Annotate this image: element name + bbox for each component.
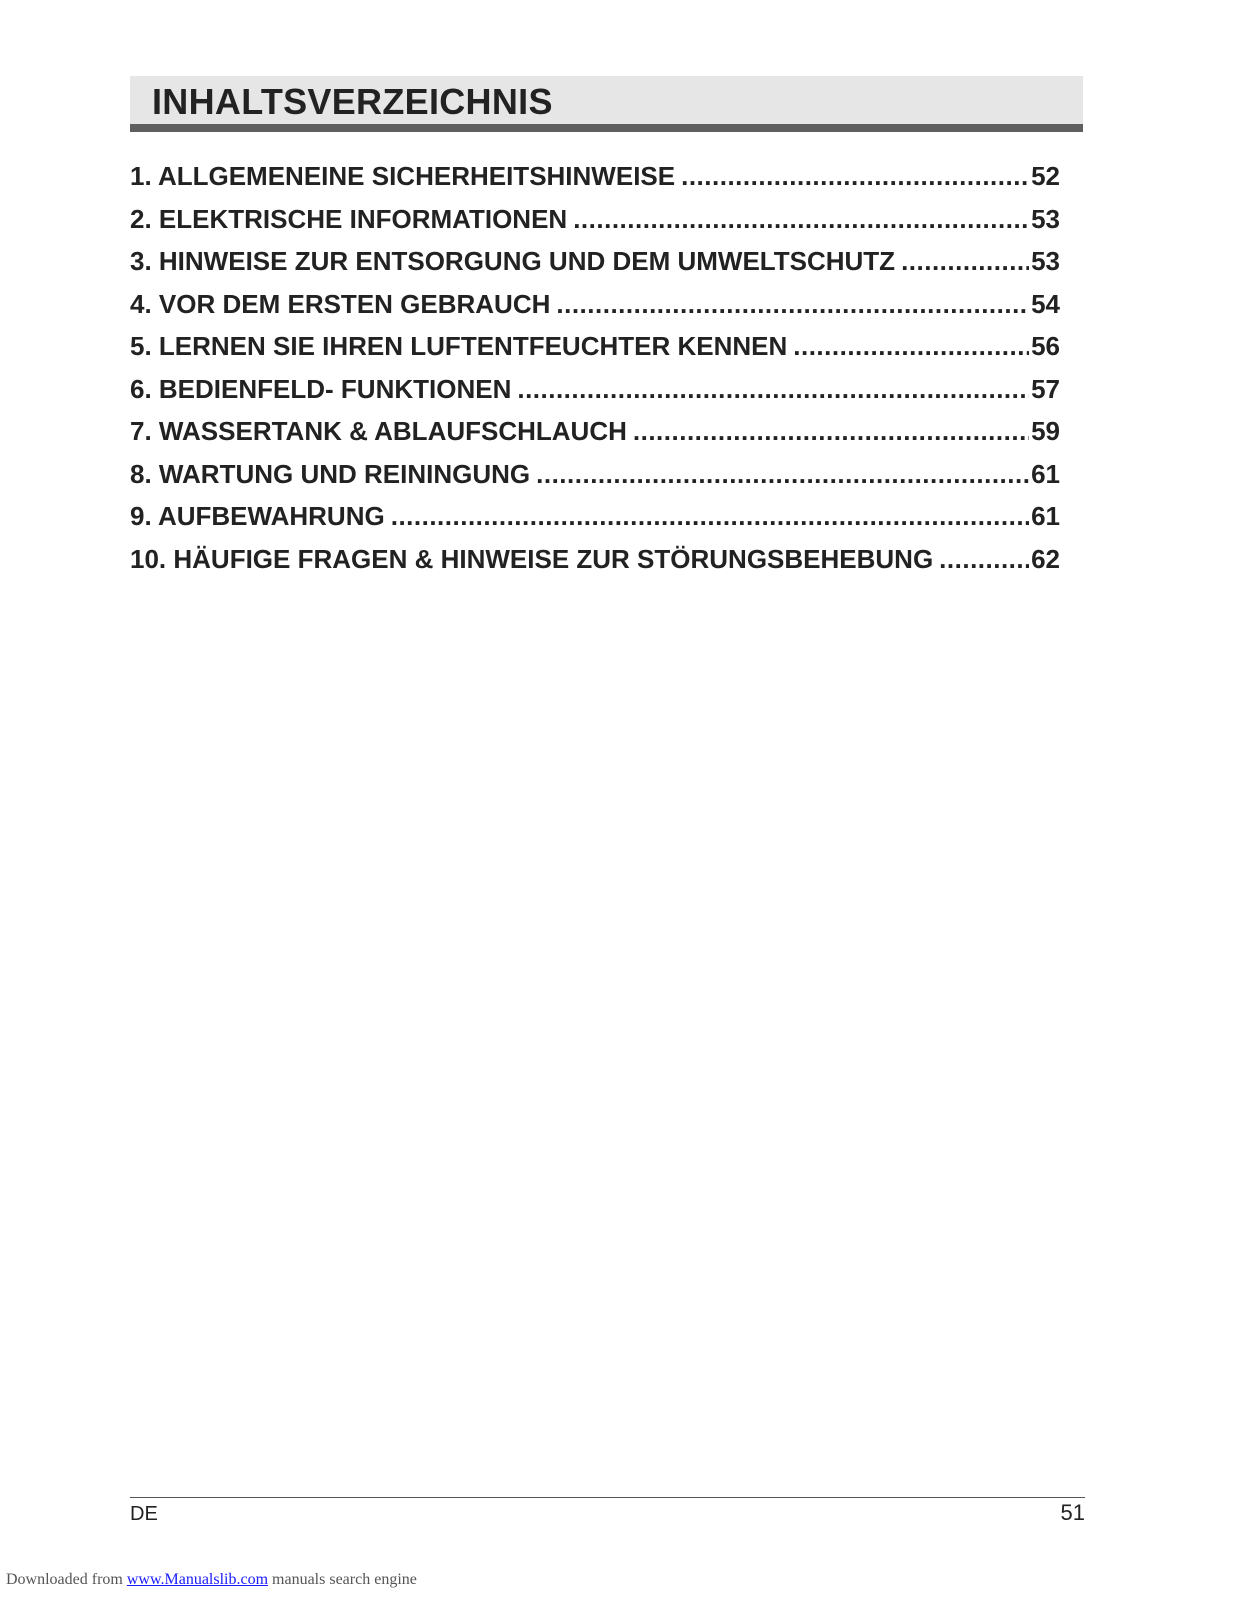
toc-entry-8 — [130, 453, 1060, 496]
toc-entry-page: 53 — [1031, 246, 1060, 276]
download-note-suffix: manuals search engine — [268, 1571, 417, 1588]
dot-leader — [681, 155, 1029, 198]
toc-entry-2 — [130, 198, 1060, 241]
footer-language-code: DE — [130, 1503, 158, 1525]
download-source-note — [6, 1571, 417, 1589]
dot-leader — [901, 240, 1029, 283]
footer-page-number: 51 — [1060, 1500, 1085, 1525]
toc-entry-page: 53 — [1031, 203, 1060, 234]
download-note-prefix: Downloaded from — [6, 1571, 127, 1588]
toc-entry-label: 10. HÄUFIGE FRAGEN & HINWEISE ZUR STÖRUNGSBEHEBUNG — [130, 543, 934, 574]
toc-entry-3 — [130, 240, 1060, 283]
toc-entry-9 — [130, 495, 1060, 538]
toc-entry-page: 54 — [1031, 288, 1060, 319]
dot-leader — [517, 368, 1029, 411]
toc-entry-7 — [130, 410, 1060, 453]
toc-entry-page: 62 — [1031, 543, 1060, 574]
toc-entry-1 — [130, 155, 1060, 198]
toc-entry-page: 57 — [1031, 373, 1060, 404]
toc-entry-page: 56 — [1031, 331, 1060, 361]
toc-entry-page: 61 — [1031, 501, 1060, 531]
dot-leader — [793, 325, 1029, 368]
toc-entry-label: 8. WARTUNG UND REININGUNG — [130, 458, 531, 489]
toc-entry-label: 9. AUFBEWAHRUNG — [130, 501, 385, 531]
toc-entry-5 — [130, 325, 1060, 368]
toc-entry-label: 4. VOR DEM ERSTEN GEBRAUCH — [130, 288, 551, 319]
toc-entry-label: 7. WASSERTANK & ABLAUFSCHLAUCH — [130, 416, 627, 446]
dot-leader — [633, 410, 1029, 453]
toc-entry-6 — [130, 368, 1060, 411]
dot-leader — [573, 198, 1029, 241]
dot-leader — [391, 495, 1029, 538]
toc-title-bar — [130, 76, 1083, 132]
toc-entry-label: 3. HINWEISE ZUR ENTSORGUNG UND DEM UMWELTSCHUTZ — [130, 246, 896, 276]
manualslib-link[interactable]: www.Manualslib.com — [126, 1571, 269, 1588]
dot-leader — [556, 283, 1029, 326]
toc-entry-label: 5. LERNEN SIE IHREN LUFTENTFEUCHTER KENNEN — [130, 331, 788, 361]
page-title: INHALTSVERZEICHNIS — [152, 81, 553, 122]
toc-entry-page: 61 — [1031, 458, 1060, 489]
dot-leader — [536, 453, 1029, 496]
toc-entry-10 — [130, 538, 1060, 581]
table-of-contents — [130, 155, 1060, 580]
toc-entry-page: 59 — [1031, 416, 1060, 446]
toc-entry-label: 1. ALLGEMENEINE SICHERHEITSHINWEISE — [130, 161, 676, 191]
toc-entry-page: 52 — [1031, 161, 1060, 191]
toc-entry-label: 2. ELEKTRISCHE INFORMATIONEN — [130, 203, 568, 234]
footer-divider — [130, 1497, 1085, 1498]
toc-entry-label: 6. BEDIENFELD- FUNKTIONEN — [130, 373, 512, 404]
dot-leader — [939, 538, 1029, 581]
toc-entry-4 — [130, 283, 1060, 326]
